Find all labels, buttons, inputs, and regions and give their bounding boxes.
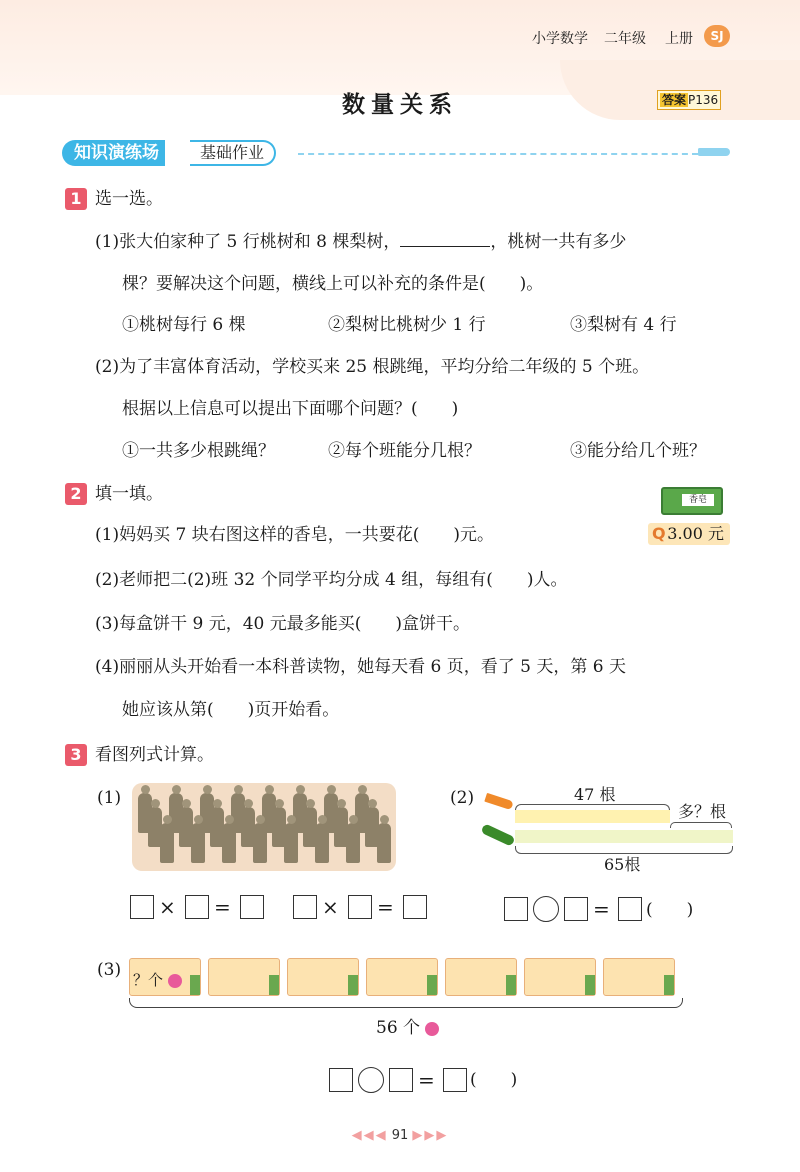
- s1-q1-line1: [95, 230, 626, 254]
- s3-p3-first-box-label: [133, 968, 182, 992]
- s2-q2: (2)老师把二(2)班 32 个同学平均分成 4 组，每组有( )人。: [95, 570, 568, 590]
- s1-q1-blank[interactable]: [400, 230, 490, 247]
- cucumber-bar: [515, 830, 733, 843]
- price-tag-icon: Q: [652, 524, 666, 543]
- s1-q1-option-1[interactable]: ①桃树每行 6 棵: [122, 315, 246, 335]
- price-value: 3.00 元: [667, 524, 724, 543]
- banner-secondary: 基础作业: [190, 140, 276, 166]
- left-arrows-icon: ◀◀◀: [351, 1128, 388, 1143]
- right-arrows-icon: ▶▶▶: [412, 1128, 449, 1143]
- soldier-figure: [284, 823, 298, 863]
- soldier-figure: [191, 823, 205, 863]
- page-number: [340, 1128, 460, 1143]
- answer-box[interactable]: [403, 895, 427, 919]
- soap-label: 香皂: [682, 494, 714, 506]
- soldier-figure: [346, 823, 360, 863]
- header-subject: 小学数学: [532, 31, 588, 47]
- soldier-figure: [160, 823, 174, 863]
- section-2-heading: 填一填。: [95, 484, 163, 504]
- banner-primary: 知识演练场: [62, 140, 165, 166]
- soldier-figure: [222, 823, 236, 863]
- answer-box[interactable]: [185, 895, 209, 919]
- equals-sign: =: [418, 1068, 435, 1092]
- answer-box[interactable]: [389, 1068, 413, 1092]
- equals-sign: =: [377, 895, 394, 919]
- s1-q2-option-3[interactable]: ③能分给几个班？: [570, 441, 706, 461]
- s3-p2-right-label: 多？根: [678, 802, 727, 821]
- cake-box: [603, 958, 675, 996]
- page-number-value: 91: [391, 1128, 409, 1143]
- unknown-count: ？个: [133, 971, 164, 989]
- s1-q1-text-b: ，桃树一共有多少: [490, 232, 627, 252]
- s3-p2-label: (2): [450, 788, 475, 808]
- answer-box[interactable]: [564, 897, 588, 921]
- carrot-bar: [515, 810, 670, 823]
- times-sign: ×: [322, 895, 339, 919]
- answer-box[interactable]: [130, 895, 154, 919]
- cake-box: [524, 958, 596, 996]
- soap-price: [648, 523, 730, 545]
- answer-box[interactable]: [618, 897, 642, 921]
- answer-box[interactable]: [504, 897, 528, 921]
- operator-circle[interactable]: [358, 1067, 384, 1093]
- s1-q2-line1: (2)为了丰富体育活动，学校买来 25 根跳绳，平均分给二年级的 5 个班。: [95, 357, 650, 377]
- s2-q4-line2: 她应该从第( )页开始看。: [122, 700, 340, 720]
- cake-box: [366, 958, 438, 996]
- s2-q3: (3)每盒饼干 9 元，40 元最多能买( )盒饼干。: [95, 614, 471, 634]
- s2-q4-line1: (4)丽丽从头开始看一本科普读物，她每天看 6 页，看了 5 天，第 6 天: [95, 657, 626, 677]
- cucumber-icon: [480, 823, 515, 846]
- pencil-icon: [698, 148, 730, 156]
- soldier-figure: [377, 823, 391, 863]
- section-3-heading: 看图列式计算。: [95, 745, 214, 765]
- s1-q1-option-3[interactable]: ③梨树有 4 行: [570, 315, 677, 335]
- dragon-fruit-icon: [168, 974, 182, 988]
- banner-divider: [298, 153, 698, 155]
- terracotta-warriors-image: [132, 783, 396, 871]
- s1-q2-option-1[interactable]: ①一共多少根跳绳？: [122, 441, 275, 461]
- answer-label: 答案: [662, 93, 687, 107]
- s1-q2-option-2[interactable]: ②每个班能分几根？: [328, 441, 481, 461]
- soldier-figure: [315, 823, 329, 863]
- answer-box[interactable]: [443, 1068, 467, 1092]
- s1-q2-line2: 根据以上信息可以提出下面哪个问题？( ): [122, 399, 459, 419]
- series-badge: SJ: [704, 25, 730, 47]
- s1-q1-text-a: (1)张大伯家种了 5 行桃树和 8 棵梨树，: [95, 232, 401, 252]
- cake-box: [208, 958, 280, 996]
- s3-p3-total: [376, 1016, 439, 1040]
- cakes-brace: [129, 998, 683, 1008]
- header-volume: 上册: [665, 31, 693, 47]
- answer-box[interactable]: [348, 895, 372, 919]
- s3-p3-label: (3): [97, 960, 122, 980]
- cake-box: [445, 958, 517, 996]
- unit-paren[interactable]: ( ): [470, 1070, 518, 1090]
- answer-box[interactable]: [293, 895, 317, 919]
- s3-p1-label: (1): [97, 788, 122, 808]
- s1-q1-option-2[interactable]: ②梨树比桃树少 1 行: [328, 315, 486, 335]
- answer-box[interactable]: [329, 1068, 353, 1092]
- header-grade: 二年级: [604, 31, 646, 47]
- section-1-heading: 选一选。: [95, 189, 163, 209]
- page-title: 数量关系: [342, 92, 458, 118]
- soldier-figure: [253, 823, 267, 863]
- s2-q1: (1)妈妈买 7 块右图这样的香皂，一共要花( )元。: [95, 525, 494, 545]
- answer-reference[interactable]: [657, 90, 721, 110]
- s1-q1-line2: 棵？要解决这个问题，横线上可以补充的条件是( )。: [122, 274, 544, 294]
- s3-p2-top-label: 47 根: [574, 785, 616, 804]
- cake-box: [287, 958, 359, 996]
- section-3-number: 3: [65, 744, 87, 766]
- dragon-fruit-icon: [425, 1022, 439, 1036]
- answer-page: P136: [688, 93, 719, 107]
- section-1-number: 1: [65, 188, 87, 210]
- carrot-icon: [484, 793, 513, 810]
- section-2-number: 2: [65, 483, 87, 505]
- total-count: 56 个: [376, 1018, 421, 1038]
- unit-paren[interactable]: ( ): [646, 900, 694, 920]
- equals-sign: =: [214, 895, 231, 919]
- answer-box[interactable]: [240, 895, 264, 919]
- operator-circle[interactable]: [533, 896, 559, 922]
- s3-p2-bottom-label: 65根: [604, 855, 641, 874]
- times-sign: ×: [159, 895, 176, 919]
- equals-sign: =: [593, 897, 610, 921]
